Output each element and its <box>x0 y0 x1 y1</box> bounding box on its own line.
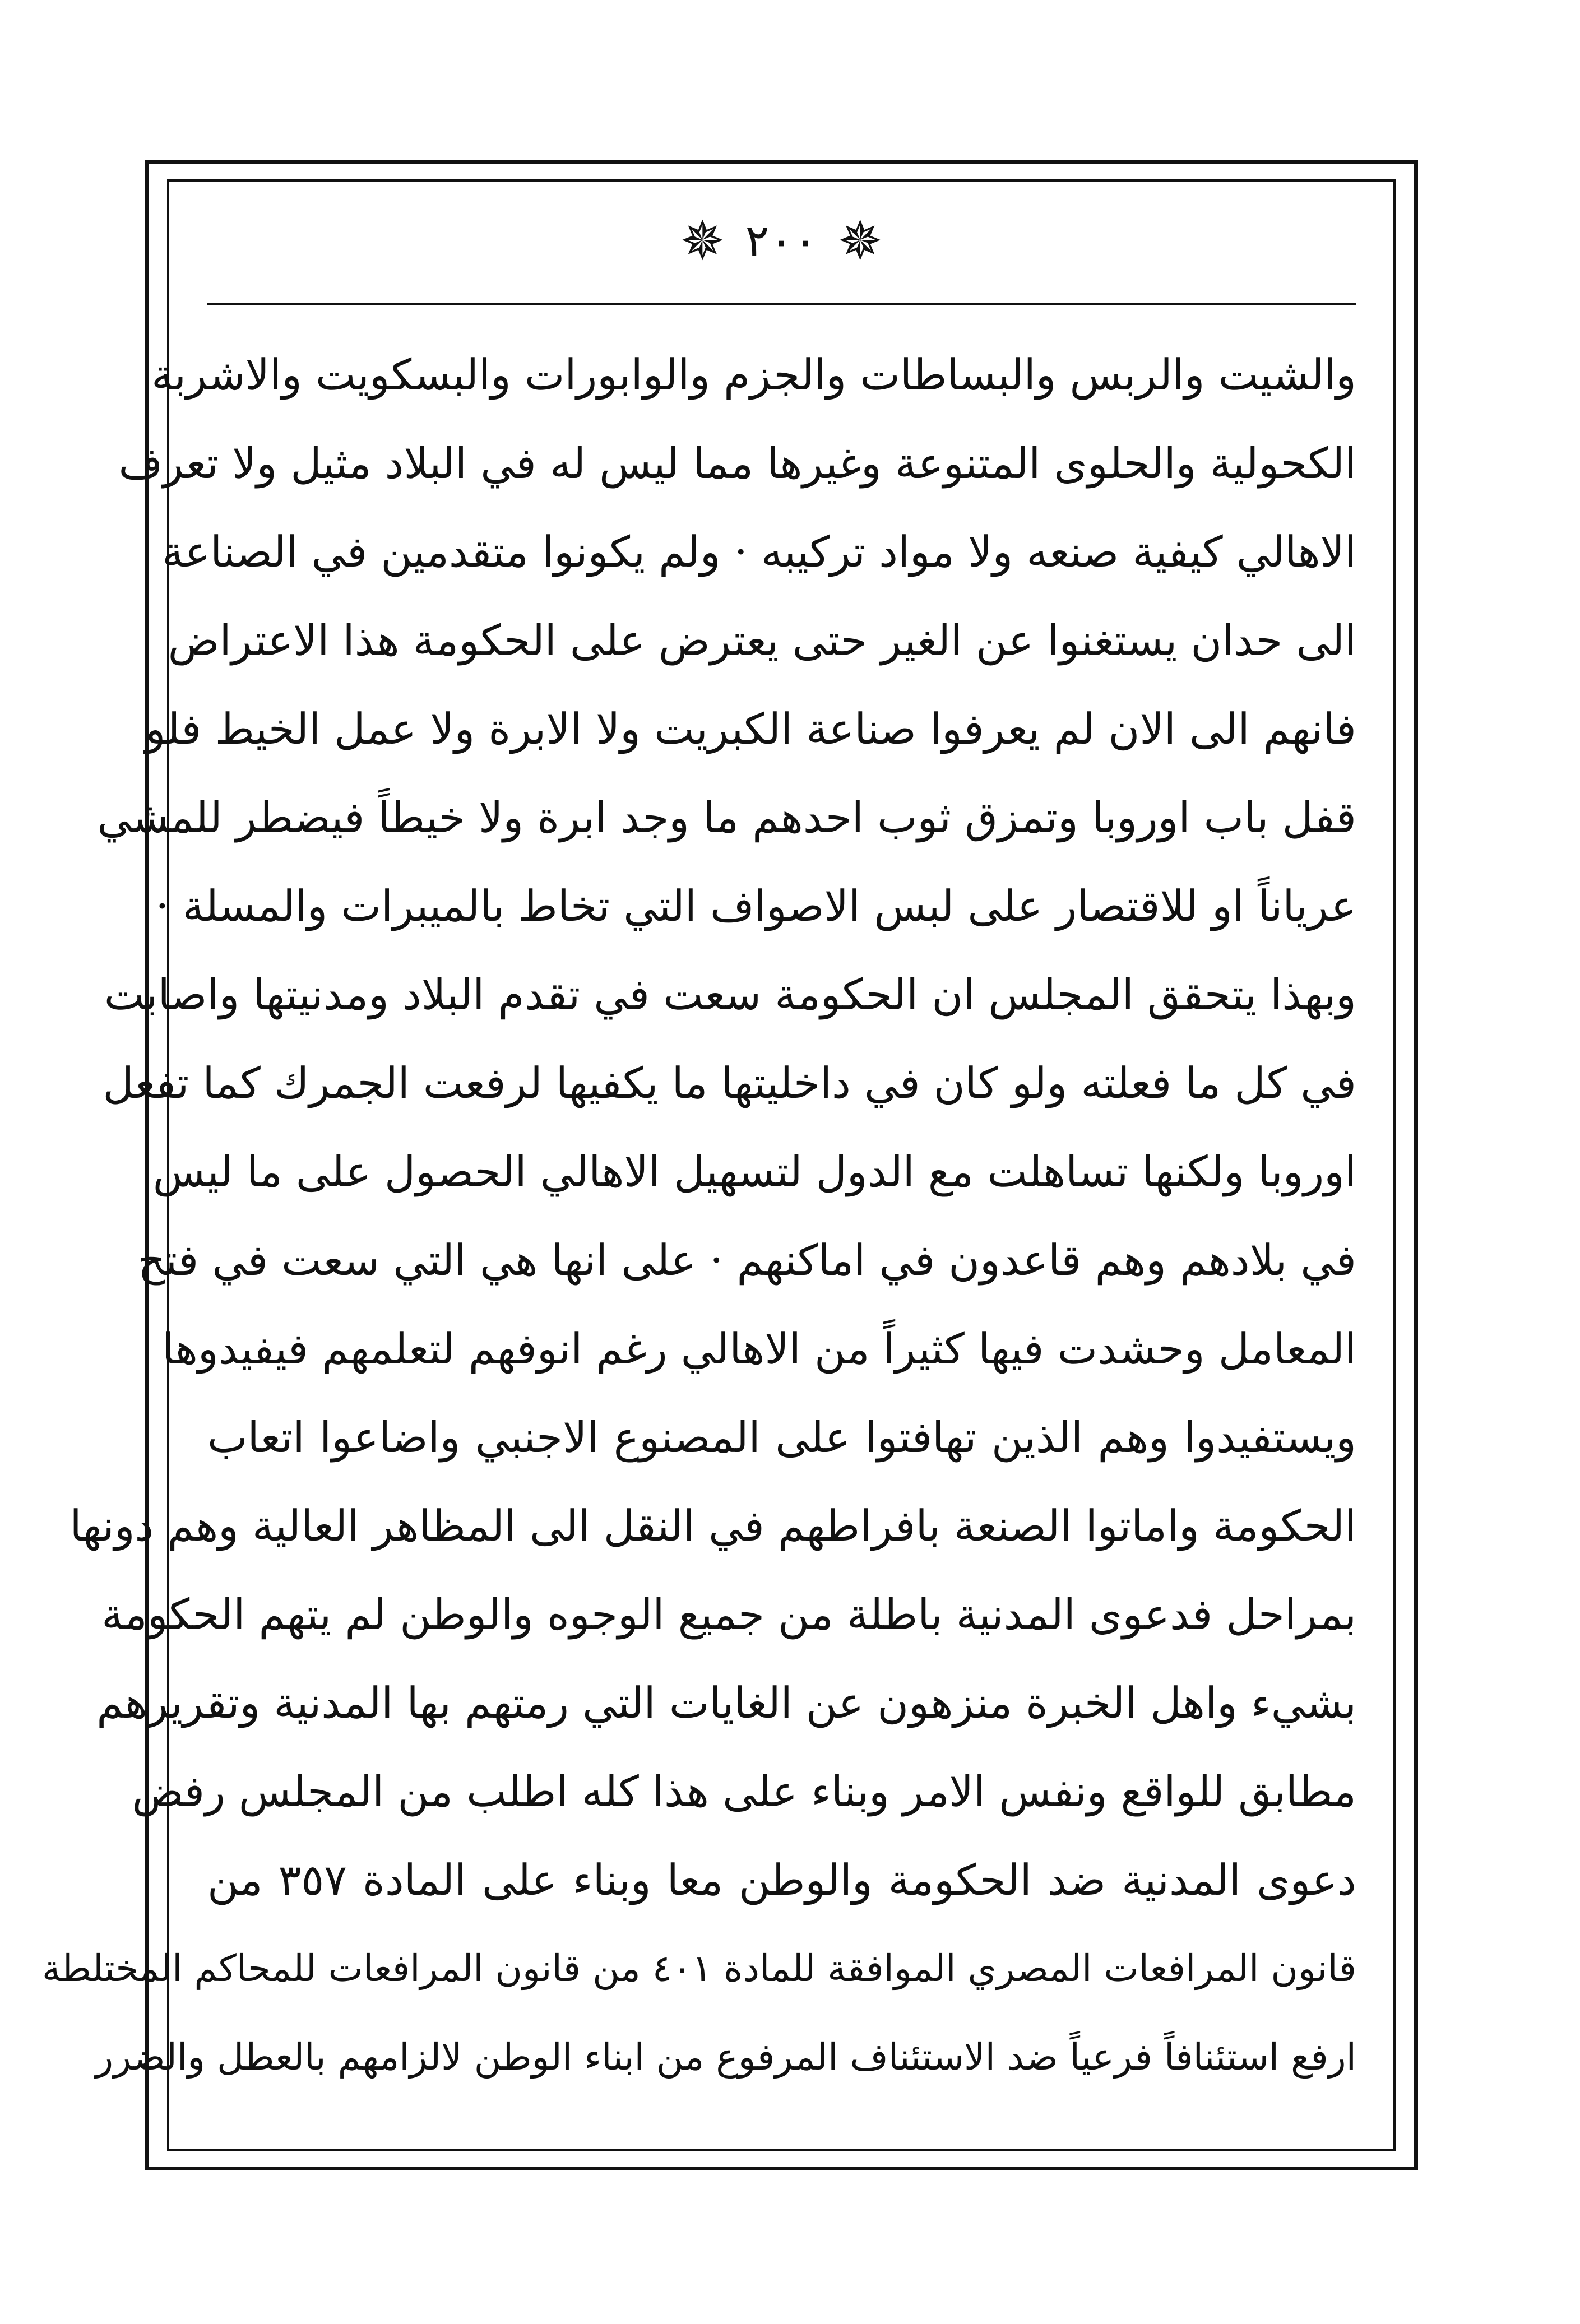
text-line: مطابق للواقع ونفس الامر وبناء على هذا كله اطلب من المجلس رفض <box>132 1766 1356 1816</box>
text-line: دعوى المدنية ضد الحكومة والوطن معا وبناء على المادة ٣٥٧ من <box>207 1855 1356 1905</box>
text-line: الى حدان يستغنوا عن الغير حتى يعترض على الحكومة هذا الاعتراض <box>168 615 1356 665</box>
star-ornament-icon: ✵ <box>837 210 883 272</box>
text-line: في كل ما فعلته ولو كان في داخليتها ما يكفيها لرفعت الجمرك كما تفعل <box>103 1058 1356 1108</box>
text-line: فانهم الى الان لم يعرفوا صناعة الكبريت ولا الابرة ولا عمل الخيط فلو <box>145 704 1356 754</box>
text-line: الكحولية والحلوى المتنوعة وغيرها مما ليس له في البلاد مثيل ولا تعرف <box>118 438 1356 488</box>
text-line: ارفع استئنافاً فرعياً ضد الاستئناف المرفوع من ابناء الوطن لالزامهم بالعطل والضرر <box>95 2035 1356 2079</box>
text-line: بمراحل فدعوى المدنية باطلة من جميع الوجوه والوطن لم يتهم الحكومة <box>101 1589 1356 1639</box>
text-line: اوروبا ولكنها تساهلت مع الدول لتسهيل الاهالي الحصول على ما ليس <box>152 1147 1356 1196</box>
text-line: والشيت والربس والبساطات والجزم والوابورات والبسكويت والاشربة <box>151 350 1356 400</box>
star-ornament-icon: ✵ <box>680 210 725 272</box>
text-line: قفل باب اوروبا وتمزق ثوب احدهم ما وجد ابرة ولا خيطاً فيضطر للمشي <box>97 792 1356 842</box>
text-line: الاهالي كيفية صنعه ولا مواد تركيبه · ولم يكونوا متقدمين في الصناعة <box>162 527 1356 577</box>
text-line: بشيء واهل الخبرة منزهون عن الغايات التي رمتهم بها المدنية وتقريرهم <box>96 1678 1356 1728</box>
text-line: في بلادهم وهم قاعدون في اماكنهم · على انها هي التي سعت في فتح <box>137 1235 1356 1285</box>
text-line: قانون المرافعات المصري الموافقة للمادة ٤٠١ من قانون المرافعات للمحاكم المختلطة <box>41 1947 1356 1990</box>
header-rule <box>207 303 1356 305</box>
text-line: الحكومة واماتوا الصنعة بافراطهم في النقل الى المظاهر العالية وهم دونها <box>69 1501 1356 1551</box>
text-line: وبهذا يتحقق المجلس ان الحكومة سعت في تقدم البلاد ومدنيتها واصابت <box>104 970 1356 1019</box>
body-text <box>41 331 1356 2102</box>
page-header <box>167 207 1396 275</box>
page-number: ٢٠٠ <box>745 215 818 267</box>
text-line: عرياناً او للاقتصار على لبس الاصواف التي تخاط بالميبرات والمسلة · <box>155 881 1356 931</box>
text-line: المعامل وحشدت فيها كثيراً من الاهالي رغم انوفهم لتعلمهم فيفيدوها <box>162 1324 1356 1374</box>
text-line: ويستفيدوا وهم الذين تهافتوا على المصنوع الاجنبي واضاعوا اتعاب <box>207 1412 1356 1462</box>
